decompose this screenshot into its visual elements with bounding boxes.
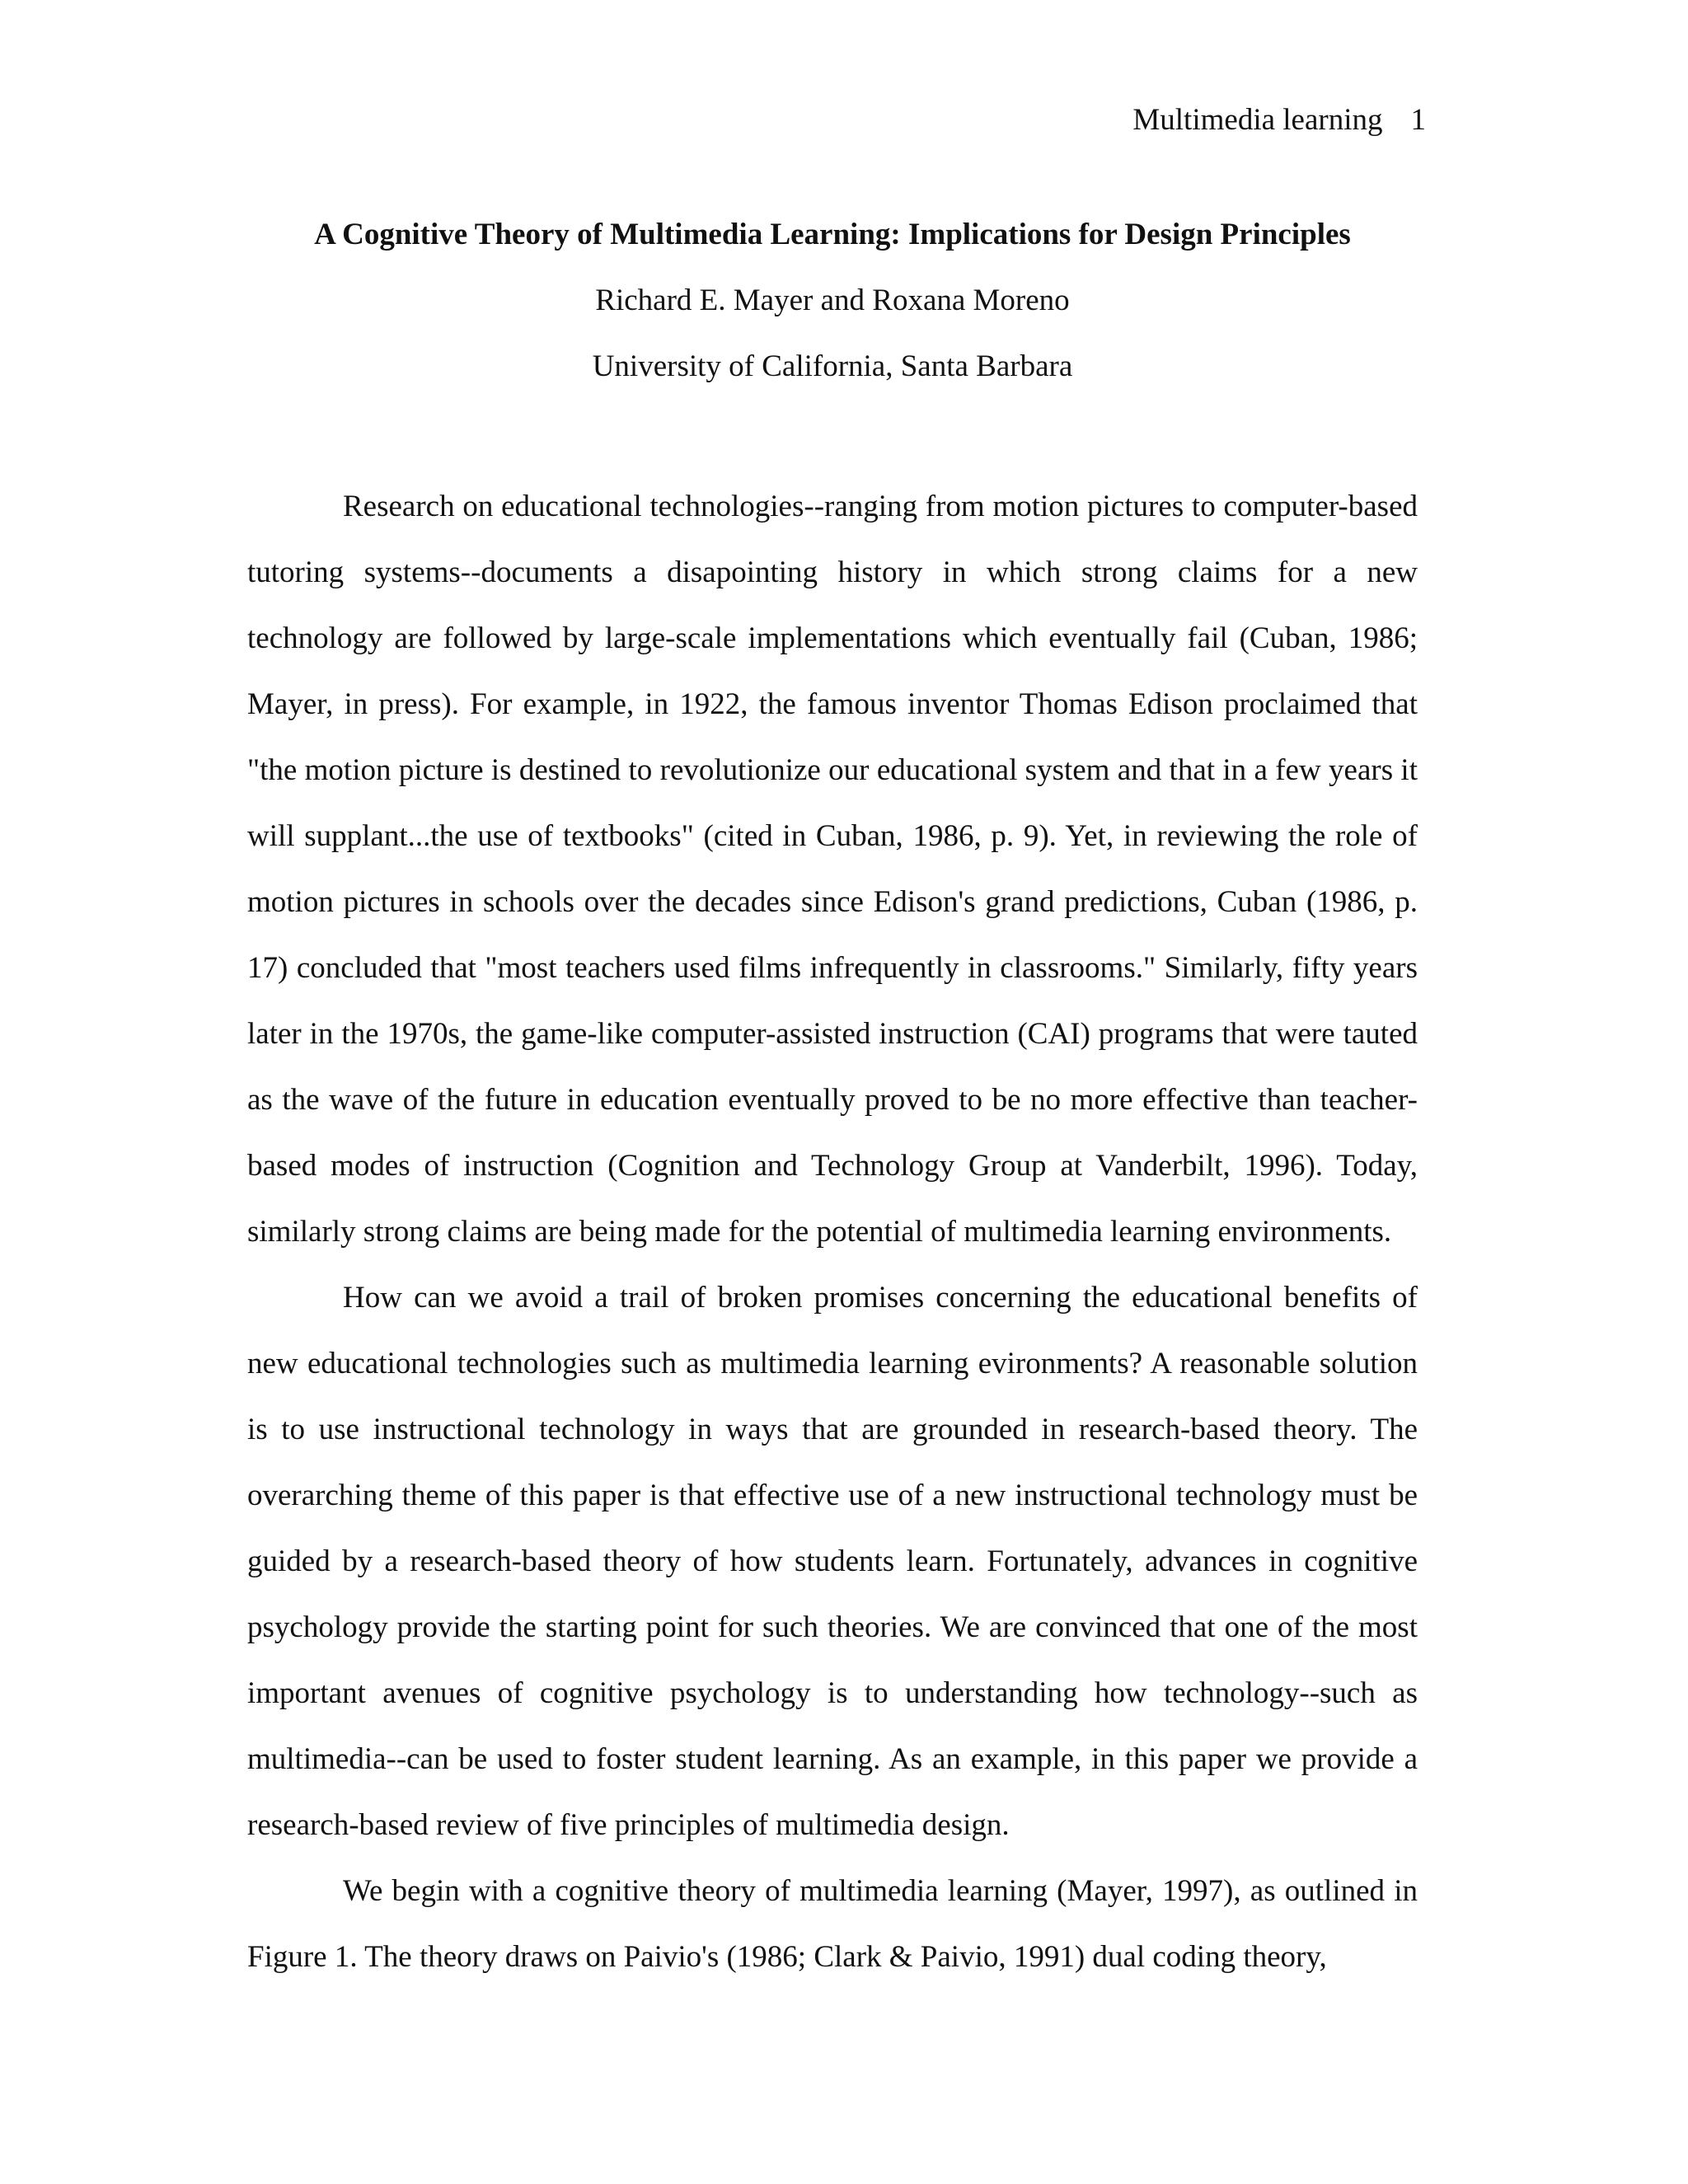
authors: Richard E. Mayer and Roxana Moreno <box>595 284 1070 317</box>
affiliation: University of California, Santa Barbara <box>592 349 1073 383</box>
page-number: 1 <box>1410 103 1426 137</box>
body-text <box>247 474 1418 1990</box>
paragraph: Research on educational technologies--ranging from motion pictures to computer-based tutoring systems--documents a disapointing history in which strong claims for a new technology are followed by large-scale implementations which eventually fail (Cuban, 1986; Mayer, in press). For example, in 1922, the famous inventor Thomas Edison proclaimed that "the motion picture is destined to revolutionize our educational system and that in a few years it will supplant...the use of textbooks" (cited in Cuban, 1986, p. 9). Yet, in reviewing the role of motion pictures in schools over the decades since Edison's grand predictions, Cuban (1986, p. 17) concluded that "most teachers used films infrequently in classrooms." Similarly, fifty years later in the 1970s, the game-like computer-assisted instruction (CAI) programs that were tauted as the wave of the future in education eventually proved to be no more effective than teacher-based modes of instruction (Cognition and Technology Group at Vanderbilt, 1996). Today, similarly strong claims are being made for the potential of multimedia learning environments. <box>247 490 1418 1249</box>
paragraph: We begin with a cognitive theory of multimedia learning (Mayer, 1997), as outlined in Figure 1. The theory draws on Paivio's (1986; Clark & Paivio, 1991) dual coding theory, <box>247 1874 1418 1974</box>
title-block <box>247 212 1418 390</box>
paper-title: A Cognitive Theory of Multimedia Learning: Implications for Design Principles <box>314 218 1351 251</box>
running-title: Multimedia learning <box>1132 103 1383 137</box>
running-head <box>1132 97 1426 143</box>
paragraph: How can we avoid a trail of broken promises concerning the educational benefits of new educational technologies such as multimedia learning evironments? A reasonable solution is to use instructional technology in ways that are grounded in research-based theory. The overarching theme of this paper is that effective use of a new instructional technology must be guided by a research-based theory of how students learn. Fortunately, advances in cognitive psychology provide the starting point for such theories. We are convinced that one of the most important avenues of cognitive psychology is to understanding how technology--such as multimedia--can be used to foster student learning. As an example, in this paper we provide a research-based review of five principles of multimedia design. <box>247 1281 1418 1842</box>
